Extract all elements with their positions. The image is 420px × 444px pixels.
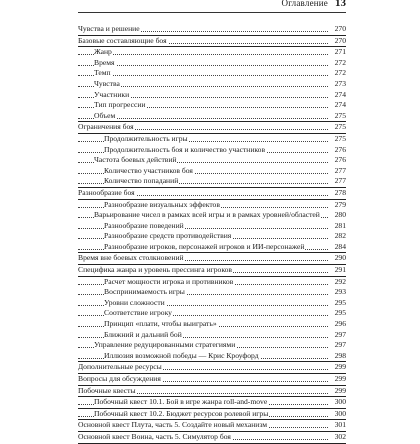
toc-entry-page: 282 bbox=[334, 231, 346, 241]
toc-entry[interactable] bbox=[78, 231, 346, 242]
toc-entry-page: 272 bbox=[334, 68, 346, 78]
header-title: Оглавление bbox=[281, 0, 328, 8]
toc-entry[interactable] bbox=[78, 47, 346, 58]
toc-entry[interactable] bbox=[78, 79, 346, 90]
toc-entry-page: 301 bbox=[334, 420, 346, 430]
toc-entry-page: 275 bbox=[334, 122, 346, 132]
toc-entry-title: Основной квест Воина, часть 5. Симулятор боя bbox=[78, 431, 231, 441]
toc-entry[interactable] bbox=[78, 122, 346, 134]
toc-entry-page: 277 bbox=[334, 176, 346, 186]
toc-entry[interactable] bbox=[78, 134, 346, 145]
toc-entry-title: Количество попаданий bbox=[104, 176, 179, 186]
toc-entry-page: 274 bbox=[334, 100, 346, 110]
toc-entry-title: Дополнительные ресурсы bbox=[78, 362, 162, 372]
toc-entry-page: 284 bbox=[334, 241, 346, 251]
dot-leader bbox=[78, 75, 328, 76]
toc-entry[interactable] bbox=[78, 155, 346, 166]
toc-entry[interactable] bbox=[78, 221, 346, 232]
toc-entry-page: 276 bbox=[334, 144, 346, 154]
toc-entry-title: Побочный квест 10.2. Бюджет ресурсов ролевой игры bbox=[94, 408, 269, 418]
toc-entry[interactable] bbox=[78, 351, 346, 363]
toc-entry[interactable] bbox=[78, 298, 346, 309]
toc-entry-title: Частота боевых действий bbox=[94, 155, 177, 165]
toc-entry[interactable] bbox=[78, 36, 346, 48]
toc-entry-page: 277 bbox=[334, 165, 346, 175]
toc-entry-page: 279 bbox=[334, 199, 346, 209]
toc-entry[interactable] bbox=[78, 242, 346, 254]
toc-entry-title: Время вне боевых столкновений bbox=[78, 253, 184, 263]
dot-leader bbox=[78, 54, 328, 55]
toc-entry-title: Количество участников боя bbox=[104, 165, 193, 175]
toc-entry[interactable] bbox=[78, 145, 346, 156]
toc-entry-title: Базовые составляющие боя bbox=[78, 35, 167, 45]
toc-entry-page: 296 bbox=[334, 319, 346, 329]
toc-entry-title: Объем bbox=[94, 110, 116, 120]
toc-entry-title: Воспринимаемость игры bbox=[104, 287, 185, 297]
toc-entry-page: 295 bbox=[334, 297, 346, 307]
toc-entry-title: Управление редуцированными стратегиями bbox=[94, 340, 236, 350]
toc-entry[interactable] bbox=[78, 166, 346, 177]
toc-entry[interactable] bbox=[78, 176, 346, 188]
toc-entry-title: Время bbox=[94, 57, 115, 67]
toc-entry-title: Разнообразие игроков, персонажей игроков и ИИ-персонажей bbox=[104, 241, 305, 251]
toc-entry[interactable] bbox=[78, 287, 346, 298]
toc-entry-title: Жанр bbox=[94, 47, 112, 57]
toc-entry-title: Варьирование чисел в рамках всей игры и в рамках уровней/областей bbox=[94, 210, 320, 220]
toc-entry-page: 274 bbox=[334, 89, 346, 99]
toc-entry-title: Побочные квесты bbox=[78, 385, 136, 395]
toc-entry-title: Расчет мощности игрока и противников bbox=[104, 276, 234, 286]
toc-entry-page: 299 bbox=[334, 385, 346, 395]
toc-entry-page: 270 bbox=[334, 24, 346, 33]
toc-entry-title: Основной квест Плута, часть 5. Создайте новый механизм bbox=[78, 420, 268, 430]
toc-entry[interactable] bbox=[78, 362, 346, 374]
toc-entry-title: Побочный квест 10.1. Бой в игре жанра roll-and-move bbox=[94, 397, 268, 407]
toc-entry-title: Тип прогрессии bbox=[94, 100, 146, 110]
toc-entry[interactable] bbox=[78, 100, 346, 111]
toc-entry-page: 290 bbox=[334, 253, 346, 263]
toc-entry[interactable] bbox=[78, 308, 346, 319]
toc-entry-title: Разнообразие боя bbox=[78, 187, 135, 197]
toc-entry[interactable] bbox=[78, 330, 346, 341]
toc-entry-title: Специфика жанра и уровень прессинга игроков bbox=[78, 265, 233, 275]
toc-entry-title: Чувства bbox=[94, 78, 120, 88]
toc-entry[interactable] bbox=[78, 24, 346, 36]
toc-entry[interactable] bbox=[78, 200, 346, 211]
toc-entry-title: Разнообразие поведений bbox=[104, 220, 184, 230]
toc-entry-page: 272 bbox=[334, 57, 346, 67]
toc-entry[interactable] bbox=[78, 374, 346, 386]
toc-entry-page: 302 bbox=[334, 431, 346, 441]
toc-entry-title: Разнообразие средств противодействия bbox=[104, 231, 232, 241]
toc-entry-title: Ограничения боя bbox=[78, 122, 134, 132]
toc-entry-page: 280 bbox=[334, 210, 346, 220]
toc-entry-title: Продолжительность игры bbox=[104, 133, 188, 143]
toc-entry-title: Принцип «плати, чтобы выиграть» bbox=[104, 319, 217, 329]
toc-entry-page: 300 bbox=[334, 408, 346, 418]
toc-entry-title: Участники bbox=[94, 89, 130, 99]
toc-entry-title: Ближний и дальний бой bbox=[104, 329, 182, 339]
table-of-contents bbox=[78, 24, 346, 444]
toc-entry-page: 271 bbox=[334, 47, 346, 57]
running-header bbox=[78, 0, 346, 13]
toc-entry-page: 278 bbox=[334, 187, 346, 197]
toc-entry-title: Разнообразие визуальных эффектов bbox=[104, 199, 220, 209]
page-number: 13 bbox=[335, 0, 346, 9]
toc-entry-page: 281 bbox=[334, 220, 346, 230]
toc-entry[interactable] bbox=[78, 319, 346, 330]
toc-entry[interactable] bbox=[78, 277, 346, 288]
toc-entry[interactable] bbox=[78, 210, 346, 221]
toc-entry-page: 275 bbox=[334, 133, 346, 143]
toc-entry[interactable] bbox=[78, 420, 346, 432]
toc-entry[interactable] bbox=[78, 188, 346, 200]
toc-entry-title: Иллюзия возможной победы — Крис Кроуфорд bbox=[104, 350, 259, 360]
toc-entry[interactable] bbox=[78, 111, 346, 123]
toc-entry-page: 270 bbox=[334, 35, 346, 45]
toc-entry[interactable] bbox=[78, 432, 346, 444]
toc-entry-page: 291 bbox=[334, 265, 346, 275]
toc-entry-title: Темп bbox=[94, 68, 111, 78]
toc-entry-title: Соответствие игроку bbox=[104, 308, 172, 318]
toc-entry-title: Чувства и решение bbox=[78, 24, 140, 33]
toc-entry[interactable] bbox=[78, 68, 346, 79]
toc-entry-title: Продолжительность боя и количество участников bbox=[104, 144, 266, 154]
toc-entry[interactable] bbox=[78, 409, 346, 421]
toc-entry-page: 276 bbox=[334, 155, 346, 165]
toc-entry[interactable] bbox=[78, 386, 346, 398]
toc-entry-page: 293 bbox=[334, 287, 346, 297]
toc-entry-page: 295 bbox=[334, 308, 346, 318]
toc-entry[interactable] bbox=[78, 58, 346, 69]
toc-entry-page: 275 bbox=[334, 110, 346, 120]
toc-entry[interactable] bbox=[78, 90, 346, 101]
toc-entry-page: 297 bbox=[334, 340, 346, 350]
toc-entry-title: Вопросы для обсуждения bbox=[78, 374, 161, 383]
toc-entry-page: 298 bbox=[334, 350, 346, 360]
toc-entry[interactable] bbox=[78, 265, 346, 277]
toc-entry[interactable] bbox=[78, 340, 346, 351]
toc-entry-page: 300 bbox=[334, 397, 346, 407]
toc-entry-title: Уровни сложности bbox=[104, 297, 165, 307]
toc-entry-page: 299 bbox=[334, 374, 346, 383]
toc-entry-page: 292 bbox=[334, 276, 346, 286]
toc-entry-page: 273 bbox=[334, 78, 346, 88]
toc-entry[interactable] bbox=[78, 253, 346, 265]
toc-entry-page: 299 bbox=[334, 362, 346, 372]
toc-entry[interactable] bbox=[78, 397, 346, 409]
toc-entry-page: 297 bbox=[334, 329, 346, 339]
